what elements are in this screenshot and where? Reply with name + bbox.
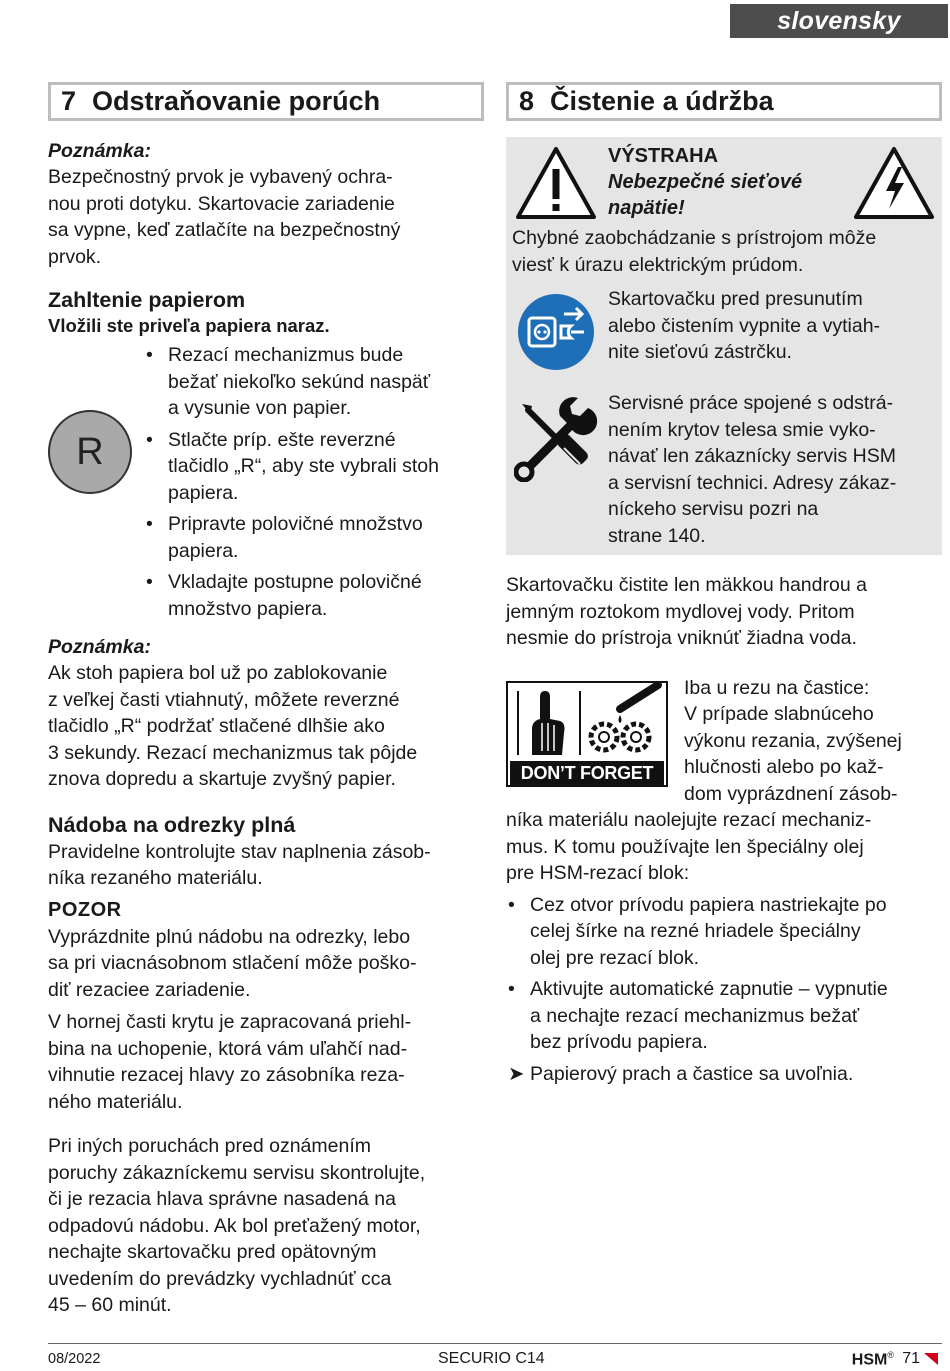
section-heading-troubleshooting xyxy=(48,82,484,121)
grip-paragraph: V hornej časti krytu je zapracovaná priehl- bina na uchopenie, ktorá vám uľahčí nad- vihnutie rezacej hlavy zo zásobníka reza- ného materiálu. xyxy=(48,1011,412,1113)
bin-line: Pravidelne kontrolujte stav naplnenia zásob- xyxy=(48,840,431,863)
section-number: 7 xyxy=(61,86,77,116)
warning-text: Chybné zaobchádzanie s prístrojom môže xyxy=(512,227,877,249)
page-number: 71 xyxy=(902,1350,920,1367)
list-item: • Rezací mechanizmus bude bežať niekoľko sekúnd naspäť a vysunie von papier. xyxy=(146,344,431,419)
service-instruction: Servisné práce spojené s odstrá- nením krytov telesa smie vyko- návať len zákaznícky servis HSM a servisní technici. Adresy zákaz- níckeho servisu pozri na strane 140. xyxy=(512,390,936,549)
footer-model: SECURIO C14 xyxy=(438,1350,545,1367)
oil-paragraph-continued: níka materiálu naolejujte rezací mechaniz- mus. K tomu používajte len špeciálny olej pre HSM-rezací blok: xyxy=(506,809,872,884)
section-heading-cleaning xyxy=(506,82,942,121)
reverse-button-r-icon: R xyxy=(48,410,132,494)
note-line: sa vypne, keď zatlačíte na bezpečnostný xyxy=(48,219,401,241)
unplug-plug-icon xyxy=(516,292,596,372)
note-line: tlačidlo „R“ podržať stlačené dlhšie ako xyxy=(48,715,385,737)
note-label: Poznámka: xyxy=(48,636,151,658)
hsm-logo: HSM® xyxy=(851,1350,894,1369)
result-item: ➤ Papierový prach a častice sa uvoľnia. xyxy=(506,1061,942,1088)
note-reverse xyxy=(48,634,484,793)
high-voltage-icon xyxy=(852,145,936,221)
oil-paragraph-intro: DON’T FORGET Iba u rezu na častice: V prípade slabnúceho výkonu rezania, zvýšenej hlučnosti alebo po kaž- dom vyprázdnení zásob- xyxy=(506,675,942,808)
note-line: z veľkej časti vtiahnutý, môžete reverzné xyxy=(48,688,400,711)
caution-label: POZOR xyxy=(48,898,122,921)
note-line: Bezpečnostný prvok je vybavený ochra- xyxy=(48,166,393,188)
dont-forget-oil-icon xyxy=(506,681,668,787)
warning-box xyxy=(506,137,942,555)
warning-text: viesť k úrazu elektrickým prúdom. xyxy=(512,253,804,276)
language-tab: slovensky xyxy=(730,4,948,38)
section-number: 8 xyxy=(519,86,535,116)
caution-line: diť rezaciee zariadenie. xyxy=(48,978,251,1001)
note-line: znova dopredu a skartuje zvyšný papier. xyxy=(48,768,396,790)
paper-jam-steps xyxy=(48,342,484,622)
warning-triangle-icon xyxy=(514,145,598,221)
section-title: Odstraňovanie porúch xyxy=(92,86,381,116)
section-title: Čistenie a údržba xyxy=(550,86,774,116)
note-line: Ak stoh papiera bol už po zablokovanie xyxy=(48,662,388,684)
note-line: nou proti dotyku. Skartovacie zariadenie xyxy=(48,192,395,215)
warning-label: VÝSTRAHA xyxy=(608,145,719,167)
note-label: Poznámka: xyxy=(48,140,151,162)
oil-steps xyxy=(506,892,942,1088)
tools-wrench-screwdriver-icon xyxy=(514,396,600,482)
result-arrow-icon: ➤ xyxy=(508,1062,525,1085)
right-column xyxy=(506,82,942,1092)
warning-subtitle: Nebezpečné sieťové xyxy=(608,171,803,193)
note-line: 3 sekundy. Rezací mechanizmus tak pôjde xyxy=(48,741,418,764)
caution-line: sa pri viacnásobnom stlačení môže poško- xyxy=(48,952,417,974)
paper-jam-heading: Zahltenie papierom xyxy=(48,288,246,312)
list-item: • Vkladajte postupne polovičné množstvo papiera. xyxy=(146,571,422,620)
bin-line: níka rezaného materiálu. xyxy=(48,867,263,889)
list-item: • Pripravte polovičné množstvo papiera. xyxy=(146,513,423,562)
note-safety xyxy=(48,138,484,270)
list-item: • Aktivujte automatické zapnutie – vypnutie a nechajte rezací mechanizmus bežať bez prívodu papiera. xyxy=(508,978,888,1053)
cleaning-paragraph: Skartovačku čistite len mäkkou handrou a jemným roztokom mydlovej vody. Pritom nesmie do prístroja vniknúť žiadna voda. xyxy=(506,574,867,649)
other-faults-paragraph: Pri iných poruchách pred oznámením poruchy zákazníckemu servisu skontrolujte, či je rezacia hlava správne nasadená na odpadovú nádobu. Ak bol preťažený motor, nechajte skartovačku pred opätovným uvedením do prevádzky vychladnúť cca 45 – 60 minút. xyxy=(48,1135,426,1316)
caution-line: Vyprázdnite plnú nádobu na odrezky, lebo xyxy=(48,925,411,948)
footer-date: 08/2022 xyxy=(48,1351,101,1367)
unplug-instruction: Skartovačku pred presunutím alebo čistením vypnite a vytiah- nite sieťovú zástrčku. xyxy=(512,286,936,372)
note-line: prvok. xyxy=(48,245,102,268)
list-item: • Cez otvor prívodu papiera nastriekajte po celej šírke na rezné hriadele špeciálny olej pre rezací blok. xyxy=(508,893,887,969)
paper-jam-subheading: Vložili ste priveľa papiera naraz. xyxy=(48,315,330,336)
bin-full-heading: Nádoba na odrezky plná xyxy=(48,812,296,837)
page-footer xyxy=(48,1343,942,1371)
dont-forget-label: DON’T FORGET xyxy=(510,761,664,785)
warning-subtitle: napätie! xyxy=(608,197,685,219)
list-item: • Stlačte príp. ešte reverzné tlačidlo „R“, aby ste vybrali stoh papiera. xyxy=(146,428,439,504)
corner-triangle-icon xyxy=(924,1353,938,1365)
left-column xyxy=(48,82,484,1319)
